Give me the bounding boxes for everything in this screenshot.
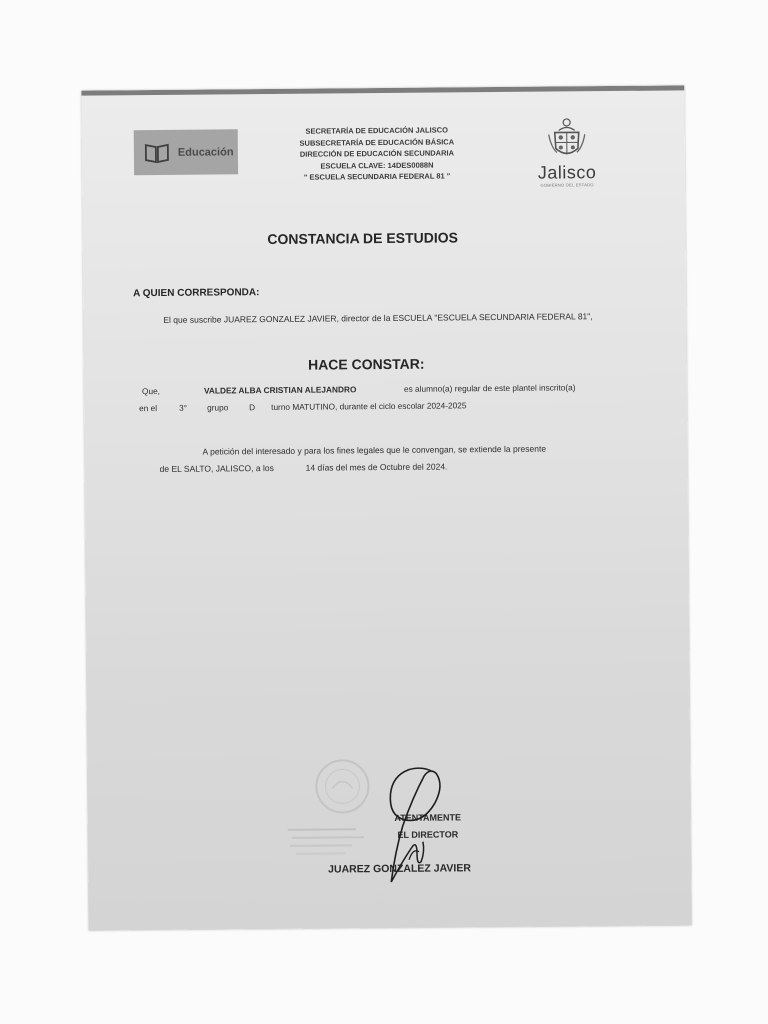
open-book-icon — [144, 141, 170, 163]
group-value: D — [249, 402, 256, 413]
jalisco-tagline: GOBIERNO DEL ESTADO — [540, 182, 594, 188]
header-line-direccion: DIRECCIÓN DE EDUCACIÓN SECUNDARIA — [299, 148, 455, 159]
student-name: VALDEZ ALBA CRISTIAN ALEJANDRO — [203, 384, 357, 396]
que-label: Que, — [141, 385, 161, 397]
school-seal-icon — [312, 756, 373, 817]
header-line-secretaria: SECRETARÍA DE EDUCACIÓN JALISCO — [305, 125, 448, 136]
jalisco-logo — [522, 116, 613, 197]
hace-constar-heading: HACE CONSTAR: — [307, 355, 425, 373]
grade-value: 3° — [179, 402, 188, 413]
place-text: de EL SALTO, JALISCO, a los — [159, 462, 274, 474]
intro-paragraph: El que suscribe JUAREZ GONZALEZ JAVIER, director de la ESCUELA "ESCUELA SECUNDARIA FEDERAL 81", — [163, 311, 593, 325]
coat-of-arms-icon — [545, 116, 589, 162]
document-sheet — [81, 85, 691, 930]
petition-line-2 — [160, 461, 448, 474]
educacion-logo — [134, 129, 238, 175]
director-name: JUAREZ GONZALEZ JAVIER — [328, 862, 471, 876]
educacion-logo-text: Educación — [177, 145, 234, 159]
stamp-faded-lines — [286, 823, 376, 864]
header-line-clave: ESCUELA CLAVE: 14DES0088N — [320, 160, 434, 171]
shift-cycle-text: turno MATUTINO, durante el ciclo escolar 2024-2025 — [271, 400, 467, 413]
petition-line-1: A petición del interesado y para los fines legales que le convengan, se extiende la presente — [202, 443, 547, 457]
date-text: 14 días del mes de Octubre del 2024. — [305, 461, 448, 473]
en-el-label: en el — [139, 402, 158, 414]
atentamente-label: ATENTAMENTE — [394, 812, 462, 823]
header-line-escuela: " ESCUELA SECUNDARIA FEDERAL 81 " — [303, 171, 451, 182]
institution-header — [262, 124, 492, 184]
addressee: A QUIEN CORRESPONDA: — [133, 287, 260, 300]
grade-line — [139, 400, 466, 413]
jalisco-wordmark: Jalisco — [537, 162, 597, 183]
handwritten-signature — [372, 763, 463, 894]
document-title: CONSTANCIA DE ESTUDIOS — [267, 229, 458, 248]
enrollment-status: es alumno(a) regular de este plantel inscrito(a) — [403, 382, 576, 394]
header-line-subsecretaria: SUBSECRETARÍA DE EDUCACIÓN BÁSICA — [299, 136, 455, 148]
student-line — [142, 382, 576, 396]
grupo-label: grupo — [207, 402, 229, 413]
el-director-label: EL DIRECTOR — [397, 829, 459, 840]
